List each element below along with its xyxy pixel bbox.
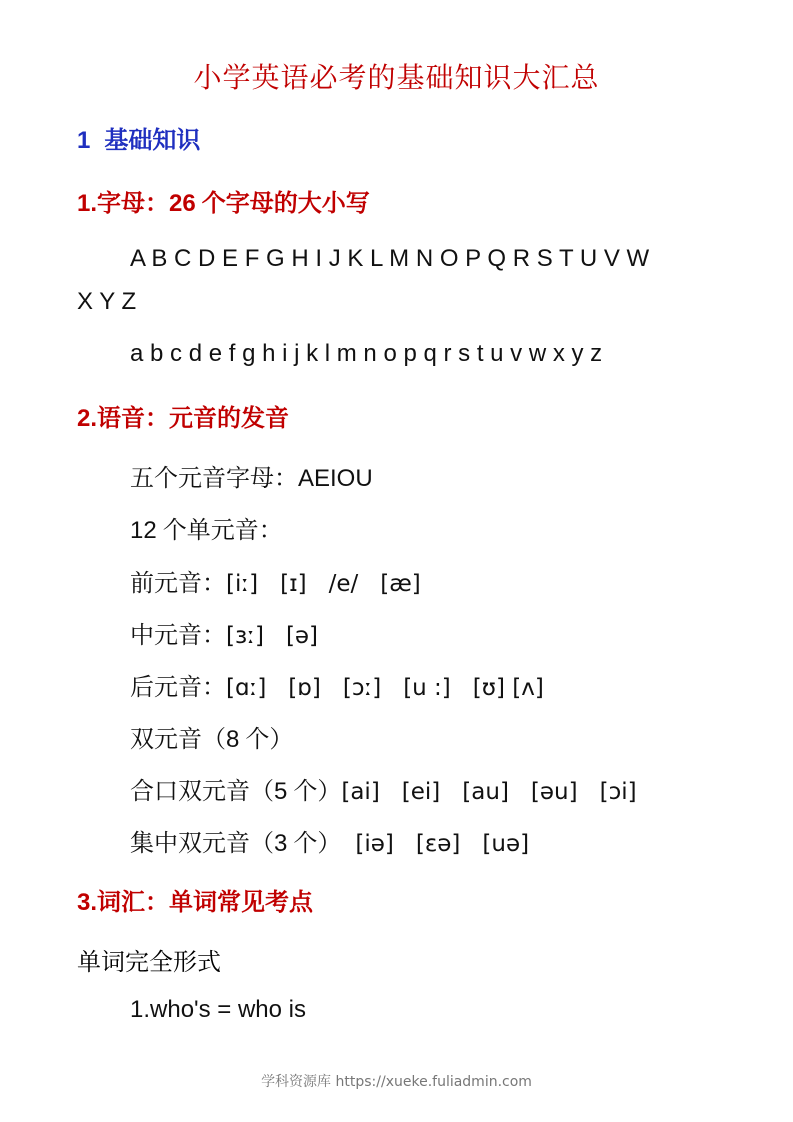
- closing-count: 5: [274, 778, 288, 805]
- section-label: 基础知识: [104, 128, 201, 154]
- centering-label: 集中双元音（: [130, 831, 274, 857]
- ipa-symbol: [əu]: [530, 779, 578, 805]
- lowercase-line: a b c d e f g h i j k l m n o p q r s t u v w x y z: [130, 340, 603, 367]
- monophthong-count: 12: [130, 517, 157, 544]
- closing-label: 合口双元音（: [130, 779, 274, 805]
- closing-tail: 个）: [287, 779, 342, 805]
- vowel-letters-label: 五个元音字母：: [130, 466, 298, 492]
- central-vowels-row: [130, 615, 318, 650]
- ipa-symbol: [au]: [462, 779, 509, 805]
- heading-letters: [77, 183, 370, 218]
- ipa-symbol: [ɒ]: [288, 675, 321, 701]
- ipa-symbol: [æ]: [380, 571, 421, 597]
- diphthong-tail: 个）: [239, 727, 294, 753]
- heading-number: 1.: [77, 190, 98, 217]
- uppercase-line-1: A B C D E F G H I J K L M N O P Q R S T U V W: [130, 245, 650, 272]
- subheading-full-forms: 单词完全形式: [77, 950, 221, 976]
- ipa-symbol: [iə]: [355, 831, 394, 857]
- centering-tail: 个）: [287, 831, 342, 857]
- diphthong-label: 双元音（: [130, 727, 226, 753]
- heading-text: 语音：元音的发音: [97, 406, 290, 432]
- section-heading-basics: [77, 120, 200, 155]
- vocab-item: 1.who's = who is: [130, 996, 307, 1023]
- closing-diphthong-row: [130, 771, 637, 806]
- heading-number: 2.: [77, 405, 98, 432]
- ipa-symbol: [u :]: [403, 675, 451, 701]
- heading-count: 26: [169, 190, 196, 217]
- heading-vocabulary: [77, 882, 313, 917]
- uppercase-line-2: X Y Z: [77, 288, 137, 315]
- ipa-symbol: [ɔi]: [599, 779, 637, 805]
- monophthong-label: 个单元音：: [156, 518, 283, 544]
- front-vowels-row: [130, 563, 421, 598]
- monophthong-row: [130, 510, 283, 545]
- ipa-symbol: [ai]: [341, 779, 380, 805]
- heading-phonetics: [77, 398, 289, 433]
- page-title: 小学英语必考的基础知识大汇总: [193, 63, 600, 94]
- centering-diphthong-row: [130, 823, 529, 858]
- page-footer: 学科资源库 https://xueke.fuliadmin.com: [261, 1074, 532, 1090]
- heading-text: 字母：: [97, 191, 170, 217]
- ipa-symbol: [ɔː]: [342, 675, 382, 701]
- centering-count: 3: [274, 830, 288, 857]
- ipa-symbol: /e/: [328, 571, 359, 597]
- back-vowels-label: 后元音：: [130, 675, 226, 701]
- heading-text: 词汇：单词常见考点: [97, 890, 314, 916]
- ipa-symbol: [iː]: [226, 571, 259, 597]
- section-number: 1: [77, 127, 91, 154]
- ipa-symbol: [ei]: [401, 779, 441, 805]
- ipa-symbol: [εə]: [415, 831, 461, 857]
- ipa-symbol: [ə]: [285, 623, 319, 649]
- diphthong-row: [130, 719, 293, 754]
- vowel-letters-row: [130, 458, 373, 493]
- ipa-symbol: [ɪ]: [280, 571, 307, 597]
- heading-number: 3.: [77, 889, 98, 916]
- ipa-symbol: [ɑː]: [226, 675, 267, 701]
- ipa-symbol: [ʊ] [ʌ]: [472, 675, 544, 701]
- ipa-symbol: [ɜː]: [226, 623, 264, 649]
- central-vowels-label: 中元音：: [130, 623, 226, 649]
- back-vowels-row: [130, 667, 544, 702]
- diphthong-count: 8: [226, 726, 240, 753]
- ipa-symbol: [uə]: [482, 831, 530, 857]
- vowel-letters: AEIOU: [298, 465, 373, 492]
- heading-tail: 个字母的大小写: [195, 191, 370, 217]
- front-vowels-label: 前元音：: [130, 571, 226, 597]
